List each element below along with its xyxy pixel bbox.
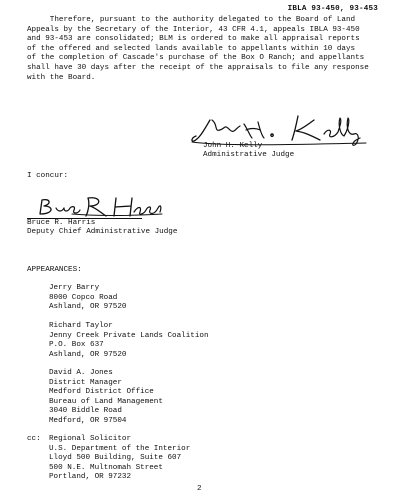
appearances-heading: APPEARANCES: <box>27 266 82 274</box>
order-line: of the offered and selected lands available to appellants within 10 days <box>27 44 356 53</box>
address-line: Portland, OR 97232 <box>49 473 132 482</box>
order-line: shall have 30 days after the receipt of the appraisals to file any response <box>27 63 369 72</box>
address-line: Ashland, OR 97520 <box>49 350 127 359</box>
order-line: with the Board. <box>27 73 96 82</box>
appearance-entry <box>49 322 209 360</box>
address-line: Jenny Creek Private Lands Coalition <box>49 331 209 340</box>
order-line: of the completion of Cascade's purchase of the Box O Ranch; and appellants <box>27 54 365 63</box>
address-line: District Manager <box>49 378 122 387</box>
address-line: Richard Taylor <box>49 322 113 330</box>
order-line: and 93-453 are consolidated; BLM is ordered to make all appraisal reports <box>27 35 360 44</box>
address-line: Bureau of Land Management <box>49 397 163 406</box>
address-line: Medford, OR 97504 <box>49 416 127 425</box>
address-line: Jerry Barry <box>49 284 100 292</box>
address-line: P.O. Box 637 <box>49 341 104 350</box>
cc-label: cc: <box>27 435 41 443</box>
order-line: Appeals by the Secretary of the Interior, 43 CFR 4.1, appeals IBLA 93-450 <box>27 25 360 34</box>
cc-entry <box>49 435 190 483</box>
appearance-entry <box>49 369 163 427</box>
signer1-title: Administrative Judge <box>203 151 295 159</box>
order-line: Therefore, pursuant to the authority delegated to the Board of Land <box>27 16 356 24</box>
address-line: U.S. Department of the Interior <box>49 444 191 453</box>
address-line: 3040 Biddle Road <box>49 407 122 416</box>
appearance-entry <box>49 284 126 313</box>
address-line: Ashland, OR 97520 <box>49 303 127 312</box>
signer2-title: Deputy Chief Administrative Judge <box>27 228 178 236</box>
address-line: Lloyd 500 Building, Suite 607 <box>49 454 182 463</box>
concur-label: I concur: <box>27 172 69 180</box>
signer2-name: Bruce R. Harris <box>27 219 96 227</box>
docket-number: IBLA 93-450, 93-453 <box>287 5 378 13</box>
harris-signature <box>36 194 166 220</box>
address-line: 8000 Copco Road <box>49 293 118 302</box>
address-line: David A. Jones <box>49 369 113 377</box>
harris-signature-graphic <box>36 194 166 220</box>
order-paragraph <box>27 16 377 83</box>
signer1-name: John H. Kelly <box>203 142 263 150</box>
page-number: 2 <box>197 485 202 493</box>
address-line: 500 N.E. Multnomah Street <box>49 463 163 472</box>
address-line: Medford District Office <box>49 388 154 397</box>
address-line: Regional Solicitor <box>49 435 132 443</box>
